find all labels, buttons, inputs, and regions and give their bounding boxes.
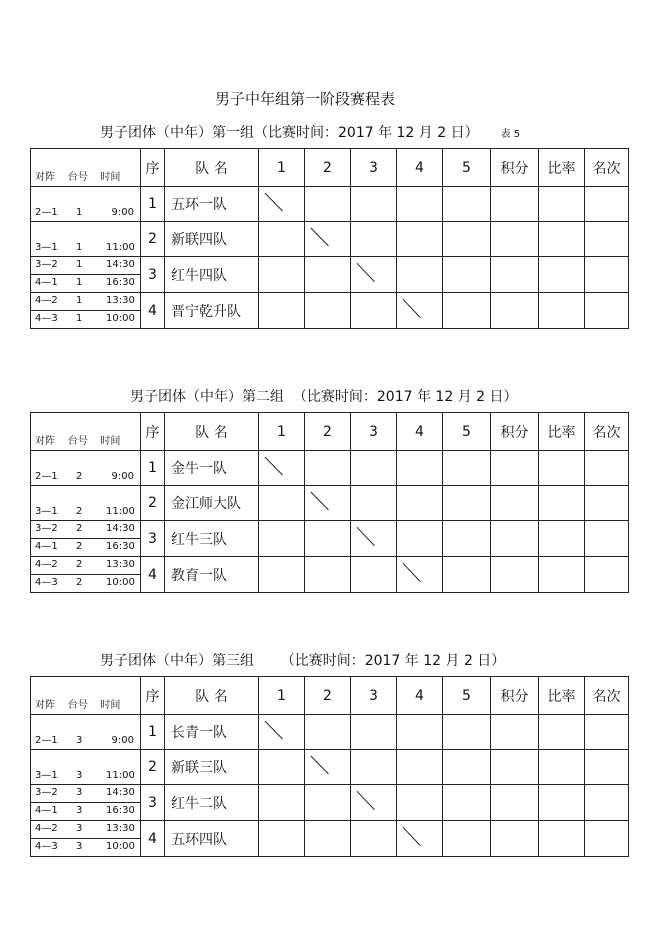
match-line (31, 521, 140, 538)
match-time: 16:30 (106, 541, 135, 552)
diagonal-slash-mark (397, 293, 442, 328)
points-header: 积分 (491, 149, 539, 187)
match-schedule-cell (31, 486, 141, 521)
self-match-diagonal-cell (259, 715, 305, 750)
match-schedule-cell (31, 557, 141, 593)
team-name: 红牛四队 (165, 257, 259, 293)
score-cell (397, 451, 443, 486)
seq-cell: 1 (141, 715, 165, 750)
table-row (31, 557, 629, 593)
seq-cell: 3 (141, 521, 165, 557)
score-cell (305, 557, 351, 593)
match-time: 13:30 (106, 559, 135, 570)
score-cell (443, 451, 491, 486)
score-cell (351, 451, 397, 486)
ratio-cell (539, 486, 585, 521)
score-cell (443, 486, 491, 521)
score-cell (259, 222, 305, 257)
score-cell (351, 821, 397, 857)
match-schedule-cell (31, 187, 141, 222)
match-time: 11:00 (106, 506, 135, 517)
points-cell (491, 293, 539, 329)
match-time: 9:00 (111, 471, 134, 482)
matchup: 4—2 (35, 559, 58, 570)
team-name: 新联三队 (165, 750, 259, 785)
table-number: 2 (76, 577, 83, 588)
table-row (31, 486, 629, 521)
matchup: 4—3 (35, 313, 58, 324)
match-line (31, 768, 140, 784)
match-line (31, 802, 140, 820)
score-cell (259, 821, 305, 857)
group-title-3 (100, 650, 505, 670)
header-row (31, 677, 629, 715)
match-schedule-cell (31, 451, 141, 486)
score-cell (443, 222, 491, 257)
match-time: 13:30 (106, 295, 135, 306)
diagonal-slash-mark (305, 222, 350, 256)
opponent-col-header: 3 (351, 149, 397, 187)
matchup: 4—2 (35, 823, 58, 834)
group-title-2 (130, 386, 518, 406)
diagonal-slash-mark (259, 451, 304, 485)
opponent-col-header: 4 (397, 149, 443, 187)
rank-cell (585, 715, 629, 750)
score-cell (443, 715, 491, 750)
score-cell (443, 293, 491, 329)
diagonal-slash-mark (259, 715, 304, 749)
match-schedule-cell (31, 521, 141, 557)
rank-cell (585, 257, 629, 293)
rank-header: 名次 (585, 677, 629, 715)
ratio-cell (539, 222, 585, 257)
matchup: 4—2 (35, 295, 58, 306)
table-number: 2 (76, 541, 83, 552)
match-time: 9:00 (111, 735, 134, 746)
table-row (31, 187, 629, 222)
table-number: 3 (76, 787, 83, 798)
score-cell (305, 293, 351, 329)
opponent-col-header: 5 (443, 677, 491, 715)
points-cell (491, 715, 539, 750)
team-name: 教育一队 (165, 557, 259, 593)
match-line (31, 504, 140, 520)
self-match-diagonal-cell (351, 521, 397, 557)
team-header: 队 名 (165, 677, 259, 715)
score-cell (351, 557, 397, 593)
match-schedule-cell (31, 715, 141, 750)
match-line (31, 557, 140, 574)
seq-cell: 3 (141, 785, 165, 821)
table-row (31, 750, 629, 785)
team-name: 红牛三队 (165, 521, 259, 557)
rank-cell (585, 222, 629, 257)
group-title-text: 男子团体（中年）第一组（比赛时间：2017 年 12 月 2 日） (100, 125, 479, 141)
matchup: 3—2 (35, 259, 58, 270)
match-time: 14:30 (106, 523, 135, 534)
points-cell (491, 187, 539, 222)
match-time: 10:00 (106, 313, 135, 324)
ratio-cell (539, 750, 585, 785)
rank-cell (585, 750, 629, 785)
score-cell (351, 715, 397, 750)
match-time: 10:00 (106, 577, 135, 588)
match-time: 14:30 (106, 259, 135, 270)
team-name: 五环一队 (165, 187, 259, 222)
match-schedule-cell (31, 293, 141, 329)
match-line (31, 469, 140, 485)
table-number: 1 (76, 277, 83, 288)
matchup: 3—2 (35, 523, 58, 534)
match-line (31, 310, 140, 328)
match-time: 16:30 (106, 805, 135, 816)
seq-header: 序 (141, 413, 165, 451)
meta-header: 对阵 台号 时间 (31, 677, 141, 715)
match-schedule-cell (31, 785, 141, 821)
team-header: 队 名 (165, 149, 259, 187)
team-name: 金牛一队 (165, 451, 259, 486)
matchup: 2—1 (35, 735, 58, 746)
ratio-header: 比率 (539, 677, 585, 715)
ratio-cell (539, 715, 585, 750)
score-cell (259, 557, 305, 593)
table-row (31, 222, 629, 257)
document-title: 男子中年组第一阶段赛程表 (214, 90, 395, 108)
seq-cell: 1 (141, 187, 165, 222)
ratio-cell (539, 521, 585, 557)
seq-header: 序 (141, 149, 165, 187)
matchup: 4—1 (35, 805, 58, 816)
self-match-diagonal-cell (259, 187, 305, 222)
matchup: 3—2 (35, 787, 58, 798)
match-line (31, 838, 140, 856)
table-row (31, 293, 629, 329)
meta-header: 对阵 台号 时间 (31, 149, 141, 187)
rank-cell (585, 821, 629, 857)
matchup: 3—1 (35, 770, 58, 781)
score-cell (351, 222, 397, 257)
table-row (31, 821, 629, 857)
opponent-col-header: 3 (351, 413, 397, 451)
seq-cell: 2 (141, 486, 165, 521)
self-match-diagonal-cell (305, 750, 351, 785)
schedule-table-2 (30, 412, 629, 593)
score-cell (443, 785, 491, 821)
table-number: 1 (76, 242, 83, 253)
opponent-col-header: 5 (443, 149, 491, 187)
points-cell (491, 521, 539, 557)
group-title-text: 男子团体（中年）第二组 （比赛时间：2017 年 12 月 2 日） (130, 389, 518, 405)
group-title-1 (100, 122, 520, 142)
opponent-col-header: 2 (305, 413, 351, 451)
rank-cell (585, 785, 629, 821)
self-match-diagonal-cell (305, 486, 351, 521)
diagonal-slash-mark (305, 750, 350, 784)
matchup: 4—1 (35, 277, 58, 288)
score-cell (397, 222, 443, 257)
team-name: 金江师大队 (165, 486, 259, 521)
rank-cell (585, 521, 629, 557)
table-number: 2 (76, 506, 83, 517)
rank-cell (585, 451, 629, 486)
score-cell (305, 187, 351, 222)
self-match-diagonal-cell (259, 451, 305, 486)
diagonal-slash-mark (305, 486, 350, 520)
ratio-cell (539, 257, 585, 293)
table-number: 1 (76, 295, 83, 306)
match-schedule-cell (31, 821, 141, 857)
rank-cell (585, 187, 629, 222)
seq-cell: 4 (141, 293, 165, 329)
score-cell (305, 521, 351, 557)
match-line (31, 821, 140, 838)
seq-cell: 2 (141, 222, 165, 257)
match-line (31, 574, 140, 592)
diagonal-slash-mark (397, 821, 442, 856)
points-cell (491, 557, 539, 593)
rank-header: 名次 (585, 413, 629, 451)
rank-cell (585, 293, 629, 329)
score-cell (259, 521, 305, 557)
table-number: 1 (76, 207, 83, 218)
opponent-col-header: 4 (397, 413, 443, 451)
points-cell (491, 257, 539, 293)
score-cell (397, 521, 443, 557)
opponent-col-header: 4 (397, 677, 443, 715)
points-header: 积分 (491, 413, 539, 451)
points-header: 积分 (491, 677, 539, 715)
score-cell (397, 486, 443, 521)
score-cell (443, 557, 491, 593)
team-name: 红牛二队 (165, 785, 259, 821)
score-cell (443, 257, 491, 293)
self-match-diagonal-cell (351, 257, 397, 293)
table-row (31, 521, 629, 557)
diagonal-slash-mark (397, 557, 442, 592)
score-cell (443, 521, 491, 557)
team-name: 长青一队 (165, 715, 259, 750)
match-line (31, 733, 140, 749)
opponent-col-header: 5 (443, 413, 491, 451)
table-row (31, 715, 629, 750)
table-number: 3 (76, 770, 83, 781)
seq-cell: 3 (141, 257, 165, 293)
score-cell (443, 821, 491, 857)
seq-cell: 4 (141, 557, 165, 593)
self-match-diagonal-cell (397, 557, 443, 593)
score-cell (259, 486, 305, 521)
table-note: 表 5 (500, 129, 521, 140)
score-cell (351, 750, 397, 785)
match-line (31, 274, 140, 292)
score-cell (305, 715, 351, 750)
schedule-table-1 (30, 148, 629, 329)
score-cell (397, 750, 443, 785)
match-time: 13:30 (106, 823, 135, 834)
match-line (31, 257, 140, 274)
table-number: 2 (76, 523, 83, 534)
match-time: 9:00 (111, 207, 134, 218)
table-row (31, 451, 629, 486)
points-cell (491, 451, 539, 486)
score-cell (259, 293, 305, 329)
schedule-table-3 (30, 676, 629, 857)
match-line (31, 205, 140, 221)
rank-cell (585, 557, 629, 593)
score-cell (443, 750, 491, 785)
match-line (31, 240, 140, 256)
match-line (31, 293, 140, 310)
match-schedule-cell (31, 750, 141, 785)
table-number: 3 (76, 735, 83, 746)
matchup: 4—3 (35, 841, 58, 852)
diagonal-slash-mark (351, 257, 396, 292)
score-cell (397, 785, 443, 821)
opponent-col-header: 3 (351, 677, 397, 715)
group-title-text: 男子团体（中年）第三组 （比赛时间：2017 年 12 月 2 日） (100, 653, 506, 669)
points-cell (491, 222, 539, 257)
points-cell (491, 750, 539, 785)
table-number: 3 (76, 805, 83, 816)
score-cell (397, 257, 443, 293)
ratio-cell (539, 187, 585, 222)
table-number: 2 (76, 559, 83, 570)
opponent-col-header: 1 (259, 677, 305, 715)
team-name: 晋宁乾升队 (165, 293, 259, 329)
table-number: 3 (76, 823, 83, 834)
matchup: 2—1 (35, 207, 58, 218)
points-cell (491, 821, 539, 857)
header-row (31, 149, 629, 187)
match-schedule-cell (31, 257, 141, 293)
match-schedule-cell (31, 222, 141, 257)
opponent-col-header: 1 (259, 149, 305, 187)
ratio-cell (539, 821, 585, 857)
header-row (31, 413, 629, 451)
score-cell (305, 821, 351, 857)
points-cell (491, 486, 539, 521)
matchup: 3—1 (35, 242, 58, 253)
table-number: 3 (76, 841, 83, 852)
diagonal-slash-mark (259, 187, 304, 221)
table-number: 1 (76, 259, 83, 270)
team-name: 新联四队 (165, 222, 259, 257)
score-cell (443, 187, 491, 222)
points-cell (491, 785, 539, 821)
matchup: 4—3 (35, 577, 58, 588)
score-cell (351, 187, 397, 222)
ratio-cell (539, 451, 585, 486)
table-number: 1 (76, 313, 83, 324)
ratio-cell (539, 293, 585, 329)
ratio-header: 比率 (539, 413, 585, 451)
self-match-diagonal-cell (397, 293, 443, 329)
match-line (31, 785, 140, 802)
matchup: 2—1 (35, 471, 58, 482)
rank-header: 名次 (585, 149, 629, 187)
table-row (31, 785, 629, 821)
self-match-diagonal-cell (351, 785, 397, 821)
self-match-diagonal-cell (305, 222, 351, 257)
score-cell (351, 486, 397, 521)
diagonal-slash-mark (351, 521, 396, 556)
score-cell (351, 293, 397, 329)
team-name: 五环四队 (165, 821, 259, 857)
score-cell (259, 257, 305, 293)
matchup: 3—1 (35, 506, 58, 517)
meta-header: 对阵 台号 时间 (31, 413, 141, 451)
score-cell (305, 257, 351, 293)
match-time: 11:00 (106, 242, 135, 253)
matchup: 4—1 (35, 541, 58, 552)
match-line (31, 538, 140, 556)
table-number: 2 (76, 471, 83, 482)
score-cell (259, 750, 305, 785)
self-match-diagonal-cell (397, 821, 443, 857)
ratio-cell (539, 785, 585, 821)
team-header: 队 名 (165, 413, 259, 451)
score-cell (397, 715, 443, 750)
match-time: 14:30 (106, 787, 135, 798)
match-time: 16:30 (106, 277, 135, 288)
score-cell (305, 451, 351, 486)
seq-cell: 2 (141, 750, 165, 785)
match-time: 11:00 (106, 770, 135, 781)
opponent-col-header: 2 (305, 149, 351, 187)
ratio-header: 比率 (539, 149, 585, 187)
seq-cell: 4 (141, 821, 165, 857)
seq-header: 序 (141, 677, 165, 715)
diagonal-slash-mark (351, 785, 396, 820)
seq-cell: 1 (141, 451, 165, 486)
ratio-cell (539, 557, 585, 593)
match-time: 10:00 (106, 841, 135, 852)
rank-cell (585, 486, 629, 521)
opponent-col-header: 1 (259, 413, 305, 451)
opponent-col-header: 2 (305, 677, 351, 715)
table-row (31, 257, 629, 293)
score-cell (305, 785, 351, 821)
score-cell (259, 785, 305, 821)
score-cell (397, 187, 443, 222)
